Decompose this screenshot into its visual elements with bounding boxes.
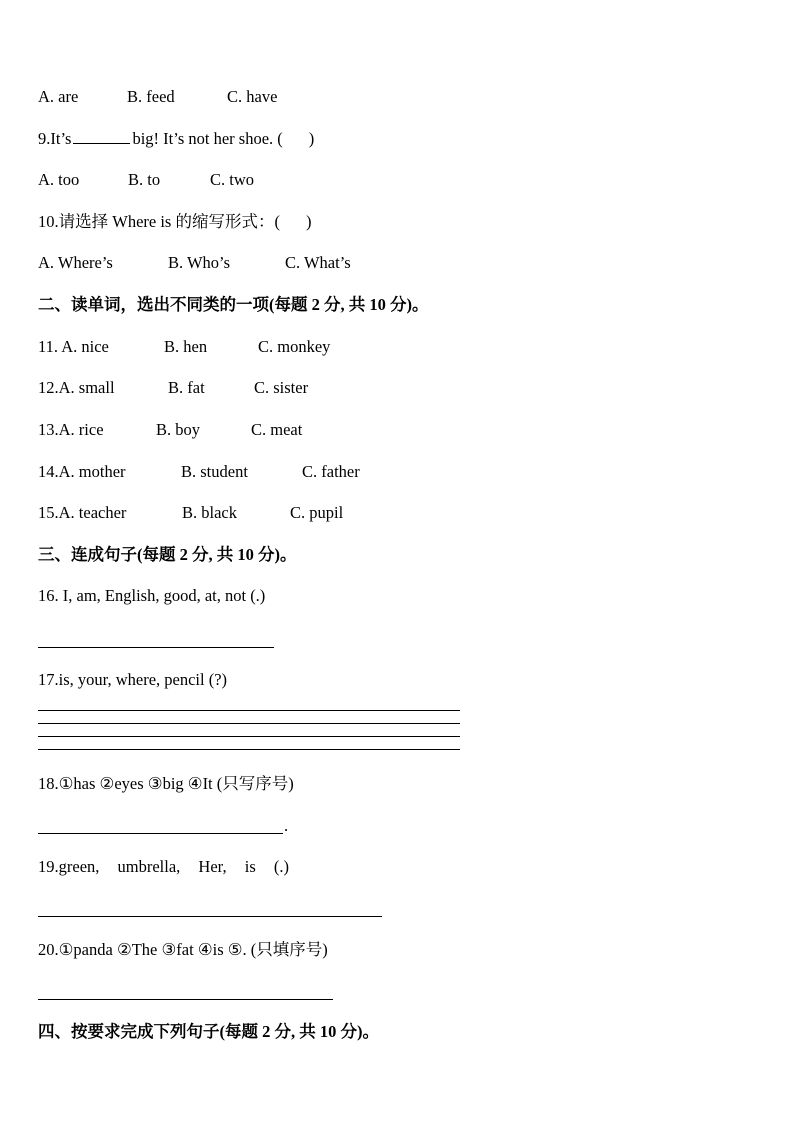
option-b: B. Who’s	[168, 253, 231, 272]
answer-line[interactable]	[38, 916, 382, 917]
section-2-heading: 二、读单词，选出不同类的一项(每题 2 分, 共 10 分)。	[38, 295, 429, 314]
answer-line[interactable]	[38, 736, 460, 737]
option-b: B. student	[181, 462, 248, 481]
option-b: B. feed	[127, 87, 175, 106]
option-a: 11. A. nice	[38, 337, 109, 356]
q9-prefix: 9.It’s	[38, 129, 72, 148]
option-b: B. to	[128, 170, 161, 189]
question-18: 18.①has ②eyes ③big ④It (只写序号)	[38, 774, 294, 793]
q10-close: )	[305, 212, 312, 231]
answer-line[interactable]	[38, 833, 283, 834]
answer-line[interactable]	[38, 710, 460, 711]
q8-options	[38, 86, 277, 108]
question-12	[38, 377, 308, 399]
option-c: C. father	[302, 462, 360, 481]
option-a: 14.A. mother	[38, 462, 126, 481]
option-b: B. hen	[164, 337, 208, 356]
q9-suffix: big! It’s not her shoe. (	[132, 129, 283, 148]
question-11	[38, 336, 330, 358]
option-b: B. boy	[156, 420, 201, 439]
option-c: C. meat	[251, 420, 303, 439]
q9-options	[38, 169, 254, 191]
section-3-heading: 三、连成句子(每题 2 分, 共 10 分)。	[38, 545, 297, 564]
option-a: 13.A. rice	[38, 420, 104, 439]
question-17: 17.is, your, where, pencil (?)	[38, 670, 228, 689]
question-14	[38, 461, 360, 483]
question-19: 19.green, umbrella, Her, is (.)	[38, 857, 289, 876]
question-16: 16. I, am, English, good, at, not (.)	[38, 586, 266, 605]
question-9	[38, 128, 314, 150]
option-a: A. Where’s	[38, 253, 113, 272]
option-b: B. fat	[168, 378, 205, 397]
question-20: 20.①panda ②The ③fat ④is ⑤. (只填序号)	[38, 940, 328, 959]
option-c: C. sister	[254, 378, 309, 397]
option-c: C. have	[227, 87, 278, 106]
answer-line[interactable]	[38, 749, 460, 750]
answer-blank[interactable]	[73, 129, 130, 144]
question-10	[38, 211, 311, 233]
q10-text: 10.请选择 Where is 的缩写形式：(	[38, 212, 280, 231]
q18-period: .	[284, 816, 289, 835]
option-a: 15.A. teacher	[38, 503, 127, 522]
answer-line[interactable]	[38, 647, 274, 648]
question-15	[38, 502, 343, 524]
answer-line[interactable]	[38, 723, 460, 724]
section-4-heading: 四、按要求完成下列句子(每题 2 分, 共 10 分)。	[38, 1022, 379, 1041]
option-a: A. too	[38, 170, 80, 189]
option-a: 12.A. small	[38, 378, 115, 397]
option-c: C. pupil	[290, 503, 344, 522]
option-c: C. What’s	[285, 253, 351, 272]
option-c: C. two	[210, 170, 255, 189]
option-a: A. are	[38, 87, 79, 106]
answer-line[interactable]	[38, 999, 333, 1000]
option-b: B. black	[182, 503, 237, 522]
q10-options	[38, 252, 351, 274]
option-c: C. monkey	[258, 337, 331, 356]
question-13	[38, 419, 302, 441]
q9-close: )	[308, 129, 315, 148]
